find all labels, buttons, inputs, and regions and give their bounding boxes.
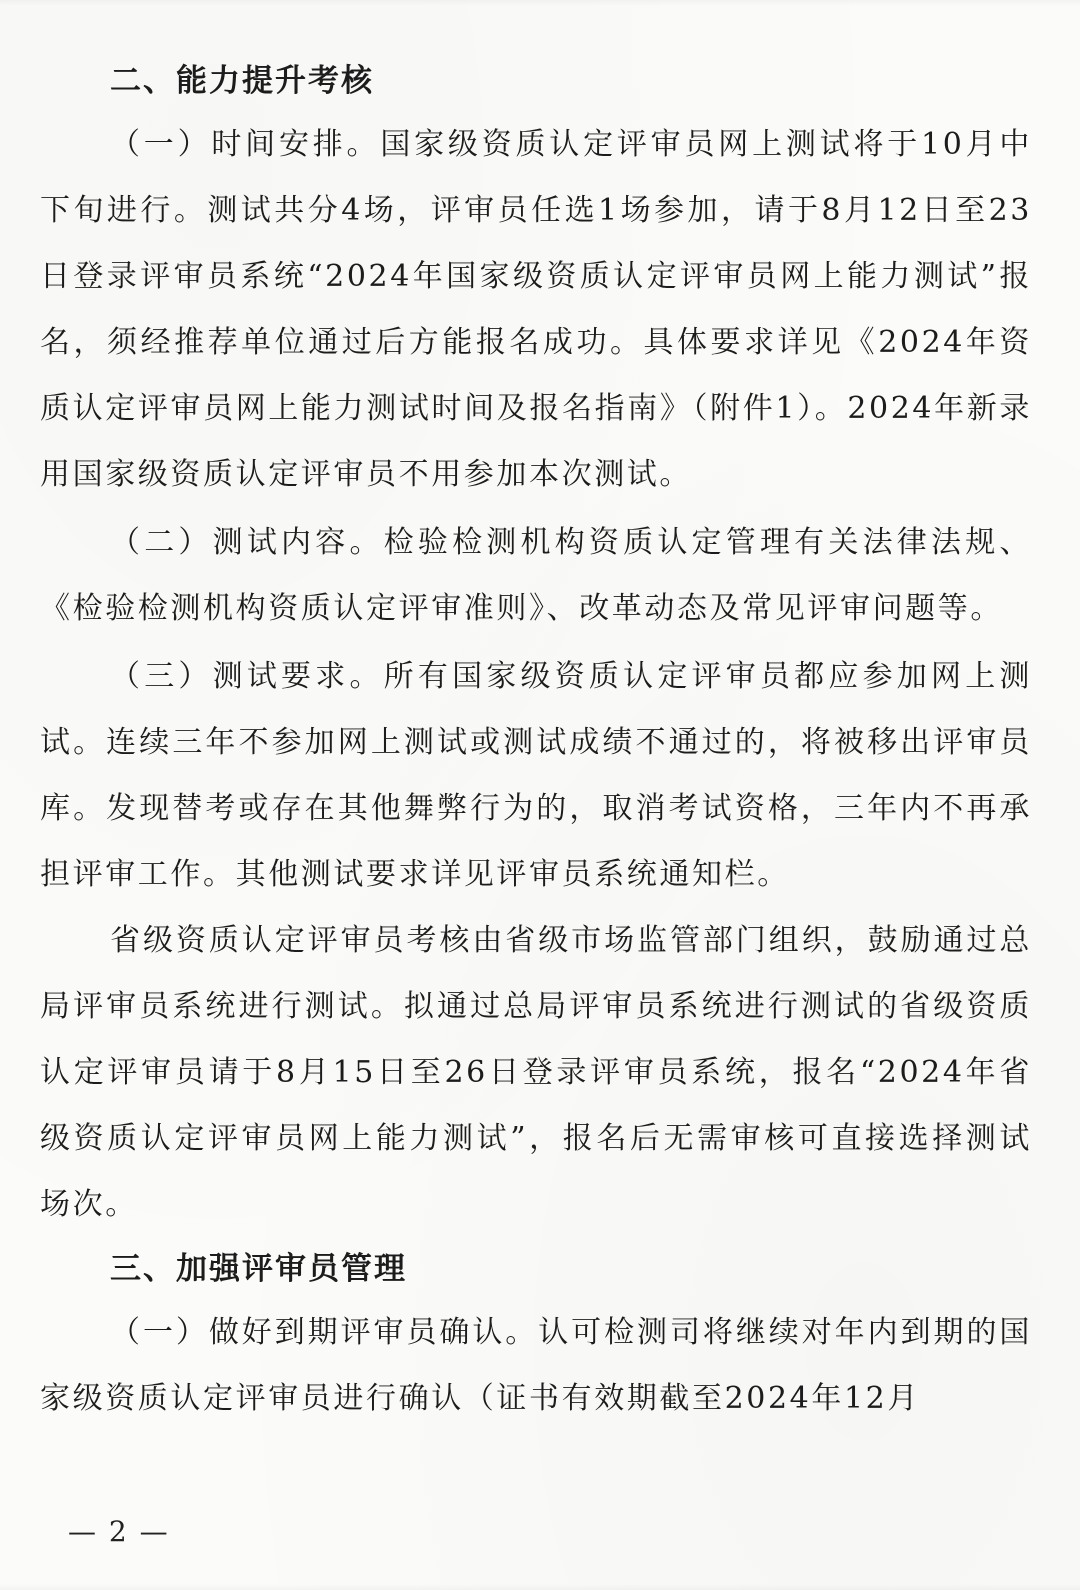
paragraph-expiring-reviewer-confirmation: （一）做好到期评审员确认。认可检测司将继续对年内到期的国家级资质认定评审员进行确认（证书有效期截至2024年12月 (40, 1315, 1032, 1416)
section-heading-reviewer-management: 三、加强评审员管理 (110, 1251, 407, 1287)
scan-edge-bottom (0, 1584, 1080, 1590)
paragraph-provincial-assessment: 省级资质认定评审员考核由省级市场监管部门组织，鼓励通过总局评审员系统进行测试。拟通过总局评审员系统进行测试的省级资质认定评审员请于8月15日至26日登录评审员系统，报名“2024年省级资质认定评审员网上能力测试”，报名后无需审核可直接选择测试场次。 (40, 923, 1032, 1222)
page-number: — 2 — (68, 1515, 170, 1548)
paragraph-test-content: （二）测试内容。检验检测机构资质认定管理有关法律法规、《检验检测机构资质认定评审准则》、改革动态及常见评审问题等。 (40, 525, 1032, 626)
paragraph-time-arrangement: （一）时间安排。国家级资质认定评审员网上测试将于10月中下旬进行。测试共分4场，评审员任选1场参加，请于8月12日至23日登录评审员系统“2024年国家级资质认定评审员网上能力测试”报名，须经推荐单位通过后方能报名成功。具体要求详见《2024年资质认定评审员网上能力测试时间及报名指南》（附件1）。2024年新录用国家级资质认定评审员不用参加本次测试。 (40, 127, 1032, 492)
document-body (40, 50, 1032, 1432)
paragraph-test-requirements: （三）测试要求。所有国家级资质认定评审员都应参加网上测试。连续三年不参加网上测试或测试成绩不通过的，将被移出评审员库。发现替考或存在其他舞弊行为的，取消考试资格，三年内不再承担评审工作。其他测试要求详见评审员系统通知栏。 (40, 659, 1032, 892)
section-heading-capability-assessment: 二、能力提升考核 (110, 63, 374, 99)
scan-edge-top (0, 0, 1080, 6)
